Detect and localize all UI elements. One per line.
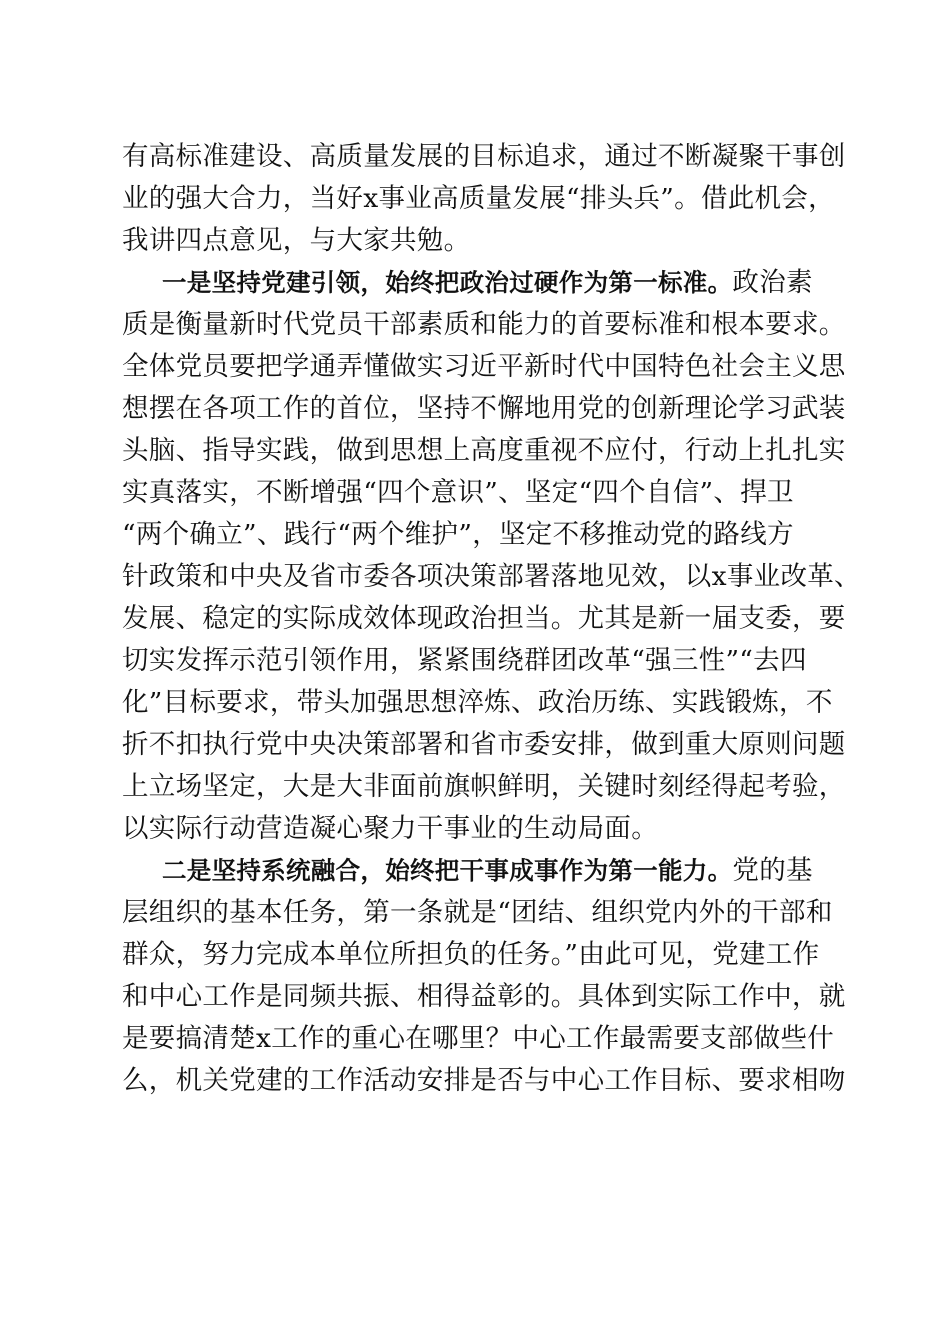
document-body <box>122 136 861 1102</box>
text-line: 全体党员要把学通弄懂做实习近平新时代中国特色社会主义思 <box>122 351 846 382</box>
text-fragment: 政治素 <box>732 267 813 298</box>
paragraph-point-two <box>122 850 846 1102</box>
text-line: 是要搞清楚x工作的重心在哪里？中心工作最需要支部做些什 <box>122 1023 835 1054</box>
text-line: “两个确立”、践行“两个维护”，坚定不移推动党的路线方 <box>122 519 794 550</box>
text-line: 以实际行动营造凝心聚力干事业的生动局面。 <box>122 813 658 844</box>
text-fragment: 党的基 <box>732 855 813 886</box>
text-line: 和中心工作是同频共振、相得益彰的。具体到实际工作中，就 <box>122 981 846 1012</box>
text-line: 有高标准建设、高质量发展的目标追求，通过不断凝聚干事创 <box>122 141 846 172</box>
paragraph-intro <box>122 136 846 262</box>
text-line-first <box>122 850 834 892</box>
text-line: 头脑、指导实践，做到思想上高度重视不应付，行动上扎扎实 <box>122 435 846 466</box>
text-line: 么，机关党建的工作活动安排是否与中心工作目标、要求相吻 <box>122 1065 846 1096</box>
text-line: 针政策和中央及省市委各项决策部署落地见效，以x事业改革、 <box>122 561 861 592</box>
text-line: 群众，努力完成本单位所担负的任务。”由此可见，党建工作 <box>122 939 820 970</box>
point-heading: 一是坚持党建引领，始终把政治过硬作为第一标准。 <box>162 268 733 297</box>
text-line: 折不扣执行党中央决策部署和省市委安排，做到重大原则问题 <box>122 729 846 760</box>
text-line-first <box>122 262 834 304</box>
text-line: 层组织的基本任务，第一条就是“团结、组织党内外的干部和 <box>122 897 833 928</box>
paragraph-point-one <box>122 262 861 850</box>
text-line: 化”目标要求，带头加强思想淬炼、政治历练、实践锻炼，不 <box>122 687 833 718</box>
text-line: 质是衡量新时代党员干部素质和能力的首要标准和根本要求。 <box>122 309 846 340</box>
text-line: 业的强大合力，当好x事业高质量发展“排头兵”。借此机会， <box>122 183 835 214</box>
text-line: 实真落实，不断增强“四个意识”、坚定“四个自信”、捍卫 <box>122 477 794 508</box>
point-heading: 二是坚持系统融合，始终把干事成事作为第一能力。 <box>162 856 733 885</box>
text-line: 我讲四点意见，与大家共勉。 <box>122 225 471 256</box>
text-line: 想摆在各项工作的首位，坚持不懈地用党的创新理论学习武装 <box>122 393 846 424</box>
text-line: 上立场坚定，大是大非面前旗帜鲜明，关键时刻经得起考验， <box>122 771 846 802</box>
text-line: 发展、稳定的实际成效体现政治担当。尤其是新一届支委，要 <box>122 603 846 634</box>
text-line: 切实发挥示范引领作用，紧紧围绕群团改革“强三性”“去四 <box>122 645 807 676</box>
